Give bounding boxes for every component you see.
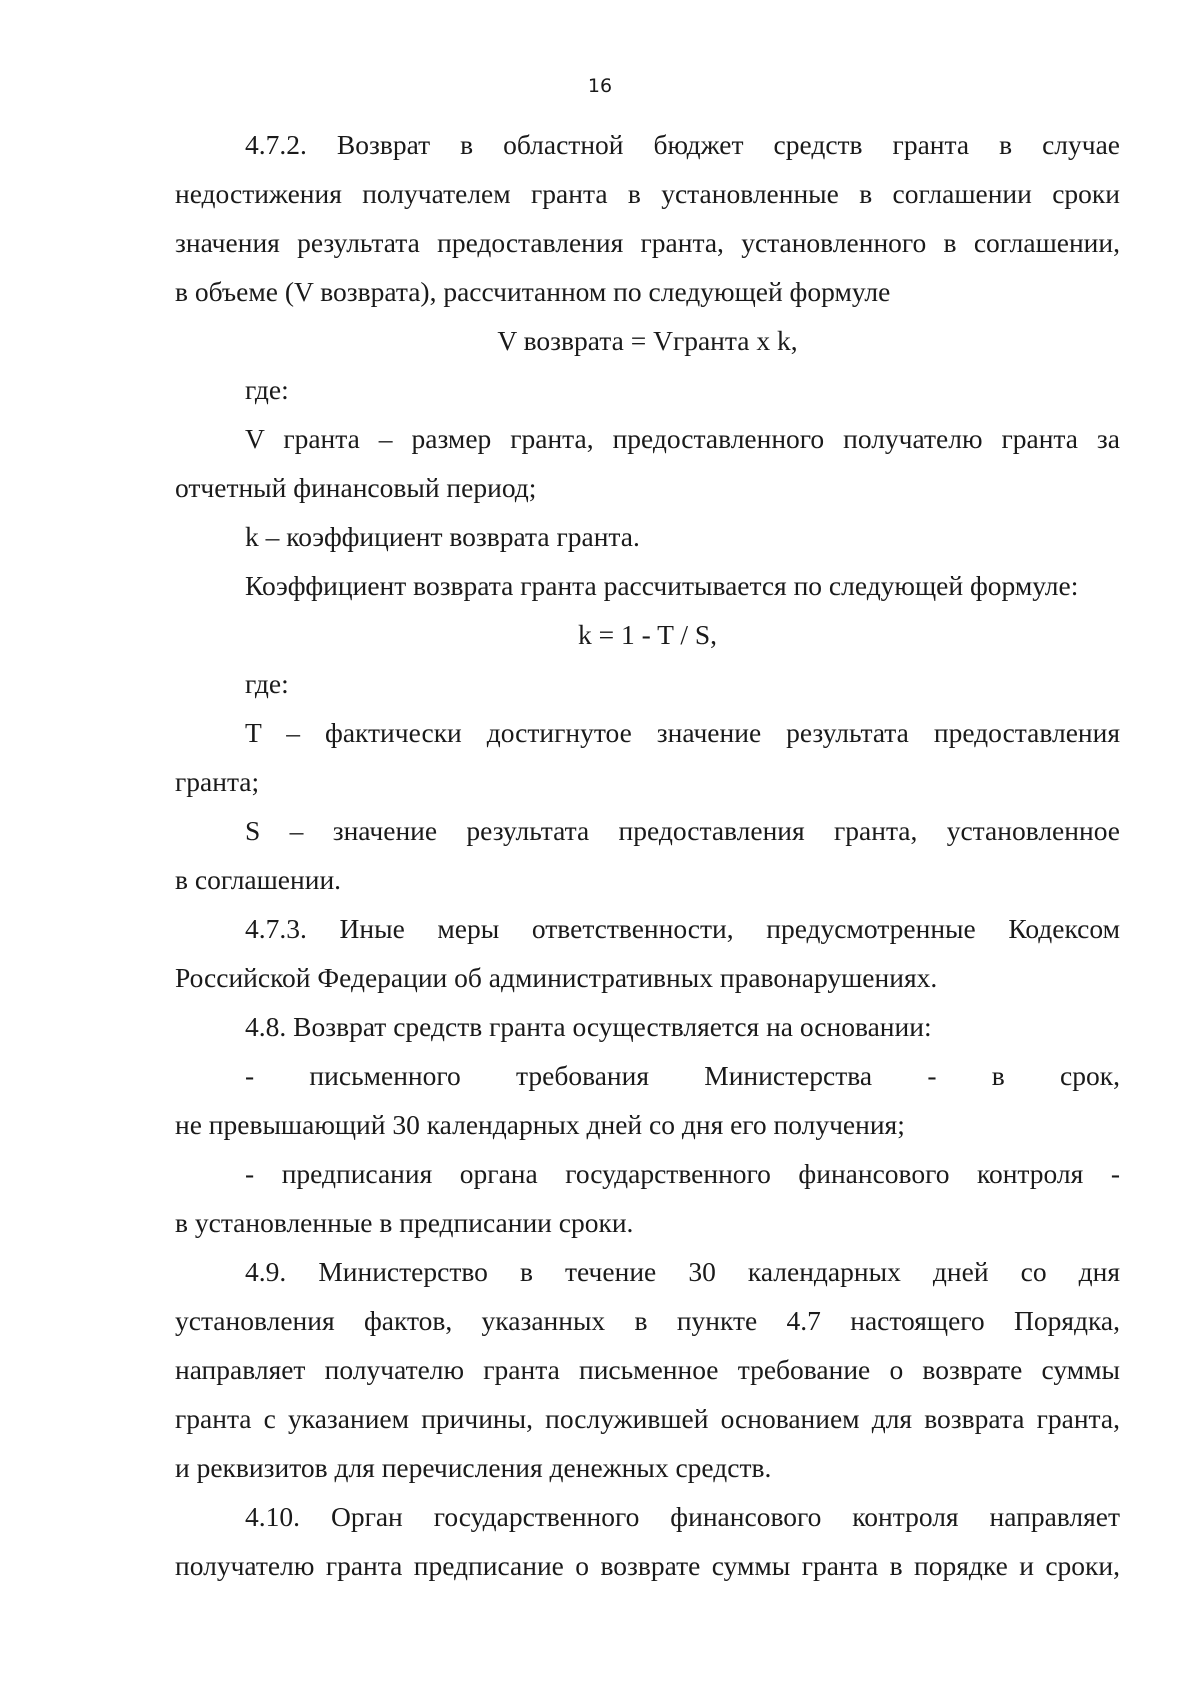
paragraph-t	[175, 708, 1120, 806]
text-line: направляет получателю гранта письменное требование о возврате суммы	[175, 1354, 1120, 1385]
paragraph-k: k – коэффициент возврата гранта.	[245, 521, 640, 552]
text-line: Российской Федерации об административных правонарушениях.	[175, 962, 938, 993]
paragraph-4-7-3	[175, 904, 1120, 1002]
text-line: в объеме (V возврата), рассчитанном по следующей формуле	[175, 276, 891, 307]
text-line: T – фактически достигнутое значение результата предоставления	[245, 717, 1120, 748]
text-line: недостижения получателем гранта в установленные в соглашении сроки	[175, 178, 1120, 209]
paragraph-4-10	[175, 1492, 1120, 1590]
text-line: гранта;	[175, 766, 260, 797]
paragraph-4-9	[175, 1247, 1120, 1492]
text-line: не превышающий 30 календарных дней со дня его получения;	[175, 1109, 905, 1140]
text-line: в соглашении.	[175, 864, 342, 895]
text-line: значения результата предоставления гранта, установленного в соглашении,	[175, 227, 1120, 258]
text-line: - предписания органа государственного финансового контроля -	[245, 1158, 1120, 1189]
where-label: где:	[245, 374, 289, 405]
text-line: 4.9. Министерство в течение 30 календарных дней со дня	[245, 1256, 1120, 1287]
text-line: в установленные в предписании сроки.	[175, 1207, 634, 1238]
text-line: 4.7.3. Иные меры ответственности, предусмотренные Кодексом	[245, 913, 1120, 944]
paragraph-4-8: 4.8. Возврат средств гранта осуществляется на основании:	[245, 1011, 932, 1042]
document-body	[175, 120, 1120, 1590]
where-label: где:	[245, 668, 289, 699]
text-line: 4.10. Орган государственного финансового контроля направляет	[245, 1501, 1120, 1532]
paragraph-coefficient: Коэффициент возврата гранта рассчитывается по следующей формуле:	[245, 570, 1079, 601]
paragraph-s	[175, 806, 1120, 904]
text-line: отчетный финансовый период;	[175, 472, 537, 503]
paragraph-v-granta	[175, 414, 1120, 512]
list-item	[175, 1051, 1120, 1149]
text-line: установления фактов, указанных в пункте 4.7 настоящего Порядка,	[175, 1305, 1120, 1336]
formula-v-return: V возврата = Vгранта x k,	[497, 325, 798, 356]
list-item	[175, 1149, 1120, 1247]
text-line: - письменного требования Министерства - в срок,	[245, 1060, 1120, 1091]
text-line: 4.7.2. Возврат в областной бюджет средств гранта в случае	[245, 129, 1120, 160]
text-line: получателю гранта предписание о возврате суммы гранта в порядке и сроки,	[175, 1550, 1120, 1581]
text-line: V гранта – размер гранта, предоставленного получателю гранта за	[245, 423, 1120, 454]
page-number: 16	[587, 75, 613, 97]
formula-k: k = 1 - T / S,	[577, 619, 718, 650]
text-line: S – значение результата предоставления гранта, установленное	[245, 815, 1120, 846]
paragraph-4-7-2	[175, 120, 1120, 316]
text-line: и реквизитов для перечисления денежных средств.	[175, 1452, 772, 1483]
text-line: гранта с указанием причины, послужившей основанием для возврата гранта,	[175, 1403, 1120, 1434]
